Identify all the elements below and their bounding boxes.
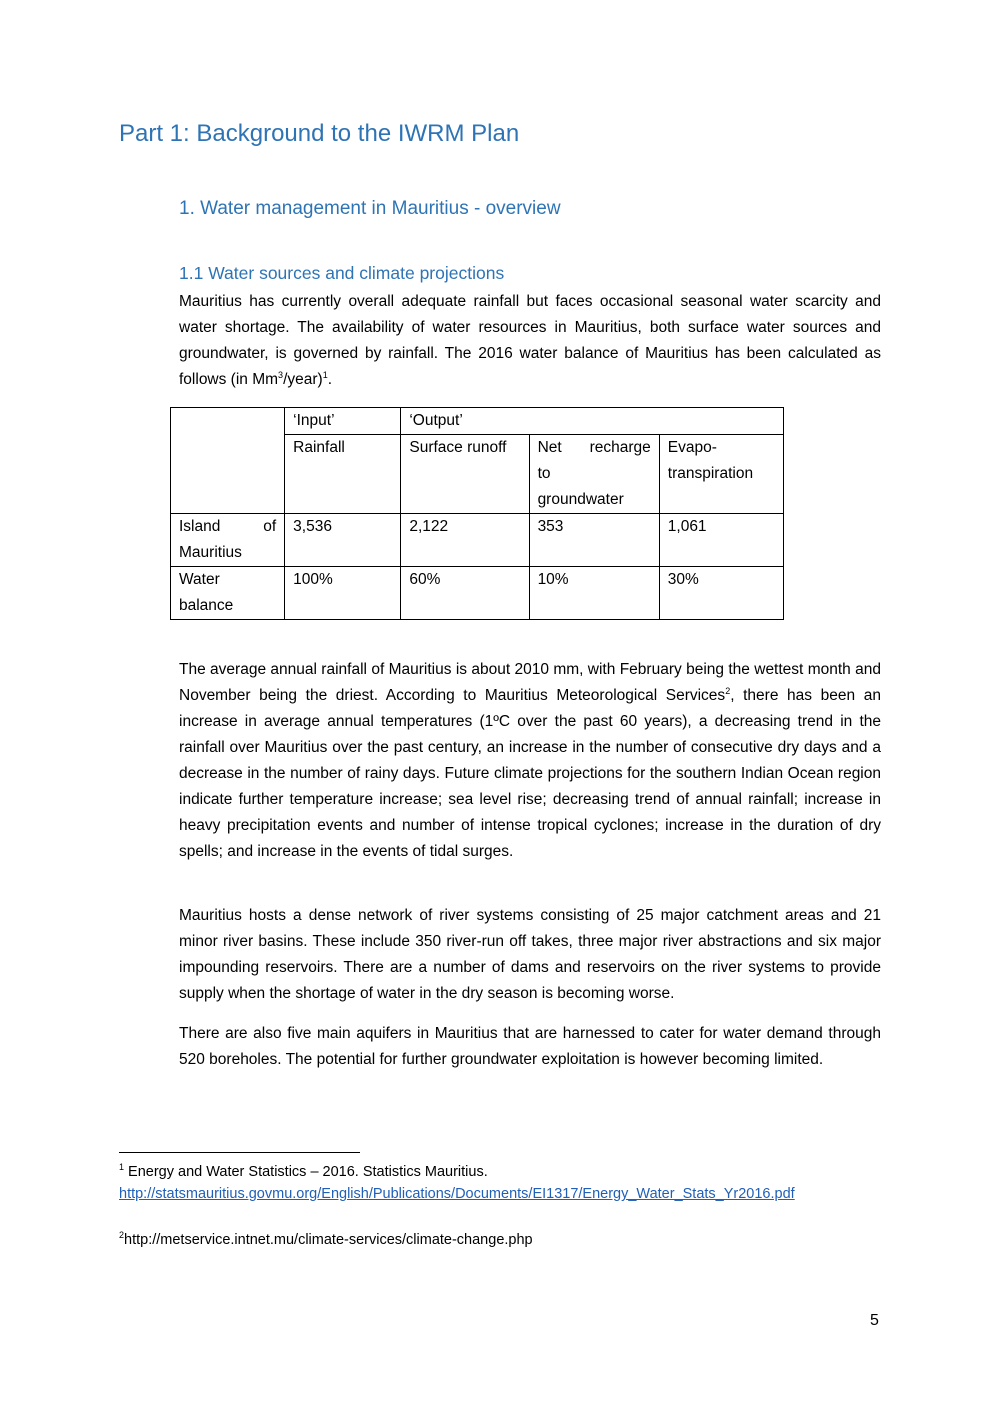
footnote-1: $^1$ Energy and Water Statistics – 2016. Statistics Mauritius. [119,1162,488,1180]
paragraph-water-availability: Mauritius has currently overall adequate rainfall but faces occasional seasonal water scarcity and water shortage. The availability of water resources in Mauritius, both surface water sources and groundwater, is governed by rainfall. The 2016 water balance of Mauritius has been calculated as follows (in Mm$^3$/year)$^1$. [179,293,881,388]
table-cell: 2,122 [401,514,529,567]
subsection-heading: 1.1 Water sources and climate projections [179,263,505,283]
table-cell: 30% [659,567,783,620]
table-column-header: Net recharge to groundwater [529,435,659,514]
table-row [171,514,784,567]
table-row-label: Water balance [171,567,285,620]
footnote-ref-1[interactable]: 1 [322,369,328,380]
water-balance-table [170,407,784,620]
table-cell: 100% [285,567,401,620]
table-corner-cell [171,408,285,514]
section-heading: 1. Water management in Mauritius - overview [179,198,561,219]
footnote-ref-2[interactable]: 2 [725,685,731,696]
table-column-header: Rainfall [285,435,401,514]
table-header-row-groups [171,408,784,435]
footnote-number: 1 [119,1162,125,1173]
paragraph-river-systems: Mauritius hosts a dense network of river systems consisting of 25 major catchment areas and 21 minor river basins. These include 350 river-run off takes, three major river abstractions and six major impounding reservoirs. There are a number of dams and reservoirs on the river systems to provide supply when the shortage of water in the dry season is becoming worse. [179,907,881,1002]
footnote-separator [119,1152,360,1153]
table-cell: 10% [529,567,659,620]
table-cell: 353 [529,514,659,567]
footnote-number: 2 [119,1230,125,1241]
table-cell: 60% [401,567,529,620]
table-group-input: ‘Input’ [285,408,401,435]
table-row-label: Island of Mauritius [171,514,285,567]
paragraph-aquifers: There are also five main aquifers in Mauritius that are harnessed to cater for water demand through 520 boreholes. The potential for further groundwater exploitation is however becoming limited. [179,1025,881,1068]
table-group-output: ‘Output’ [401,408,784,435]
paragraph-rainfall-climate: The average annual rainfall of Mauritius is about 2010 mm, with February being the wettest month and November being the driest. According to Mauritius Meteorological Services$^2$, there has been an increase in average annual temperatures (1ºC over the past 60 years), a decreasing trend in the rainfall over Mauritius over the past century, an increase in the number of consecutive dry days and a decrease in the number of rainy days. Future climate projections for the southern Indian Ocean region indicate further temperature increase; sea level rise; decreasing trend of annual rainfall; increase in heavy precipitation events and number of intense tropical cyclones; increase in the duration of dry spells; and increase in the events of tidal surges. [179,661,881,860]
table-column-header: Surface runoff [401,435,529,514]
table-column-header: Evapo- transpiration [659,435,783,514]
table-cell: 1,061 [659,514,783,567]
footnote-1-link[interactable]: http://statsmauritius.govmu.org/English/Publications/Documents/EI1317/Energy_Water_Stats_Yr2016.pdf [119,1186,795,1202]
superscript-cubed: 3 [278,369,284,380]
footnote-2: $^2$http://metservice.intnet.mu/climate-services/climate-change.php [119,1230,533,1248]
page-number: 5 [870,1312,879,1329]
table-cell: 3,536 [285,514,401,567]
table-row [171,567,784,620]
part-heading: Part 1: Background to the IWRM Plan [119,120,520,147]
